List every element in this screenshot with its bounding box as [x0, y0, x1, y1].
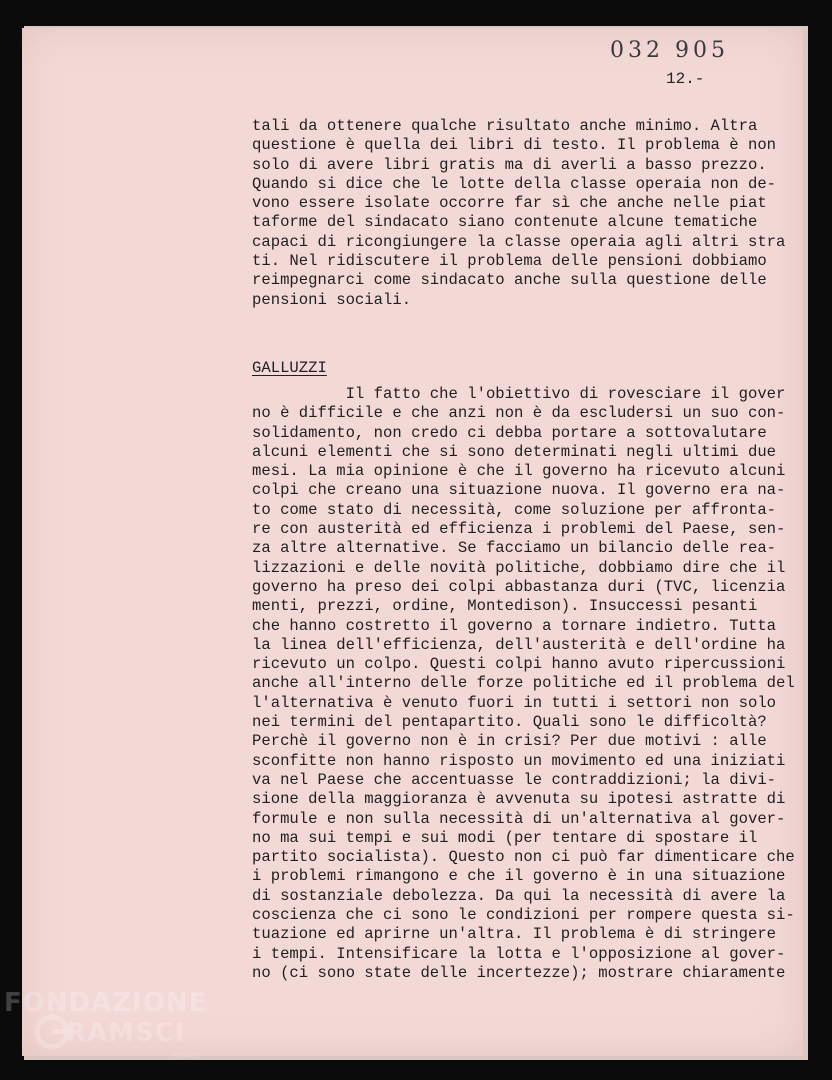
logo-line-1: FONDAZIONE	[4, 988, 208, 1018]
logo-line-3: onlus	[174, 1050, 201, 1061]
paragraph-galluzzi: Il fatto che l'obiettivo di rovesciare il gover no è difficile e che anzi non è da escludersi un suo con- solidamento, non credo ci debba portare a sottovalutare alcuni elementi che si sono determinati negli ultimi due mesi. La mia opinione è che il governo ha ricevuto alcuni colpi che creano una situazione nuova. Il governo era na- to come stato di necessità, come soluzione per affronta- re con austerità ed efficienza i problemi del Paese, sen- za altre alternative. Se facciamo un bilancio delle rea- lizzazioni e delle novità politiche, dobbiamo dire che il governo ha preso dei colpi abbastanza duri (TVC, licenzia menti, prezzi, ordine, Montedison). Insuccessi pesanti che hanno costretto il governo a tornare indietro. Tutta la linea dell'efficienza, dell'austerità e dell'ordine ha ricevuto un colpo. Questi colpi hanno avuto ripercussioni anche all'interno delle forze politiche ed il problema del l'alternativa è venuto fuori in tutti i settori non solo nei termini del pentapartito. Quali sono le difficoltà? Perchè il governo non è in crisi? Per due motivi : alle sconfitte non hanno risposto un movimento ed una iniziati va nel Paese che accentuasse le contraddizioni; la divi- sione della maggioranza è avvenuta su ipotesi astratte di formule e non sulla necessità di un'alternativa al gover- no ma sui tempi e sui modi (per tentare di spostare il partito socialista). Questo non ci può far dimenticare che i problemi rimangono e che il governo è in una situazione di sostanziale debolezza. Da qui la necessità di avere la coscienza che ci sono le condizioni per rompere questa si- tuazione ed aprirne un'altra. Il problema è di stringere i tempi. Intensificare la lotta e l'opposizione al gover- no (ci sono state delle incertezze); mostrare chiaramente	[252, 385, 795, 982]
speaker-heading: GALLUZZI	[252, 359, 327, 377]
paragraph-intro: tali da ottenere qualche risultato anche minimo. Altra questione è quella dei libri di testo. Il problema è non solo di avere libri gratis ma di averli a basso prezzo. Quando si dice che le lotte della classe operaia non de- vono essere isolate occorre far sì che anche nelle piat taforme del sindacato siano contenute alcune tematiche capaci di ricongiungere la classe operaia agli altri stra ti. Nel ridiscutere il problema delle pensioni dobbiamo reimpegnarci come sindacato anche sulla questione delle pensioni sociali.	[252, 117, 786, 309]
page-number: 12.-	[666, 70, 705, 88]
archive-stamp: 032 905	[610, 38, 729, 63]
logo-g-icon	[34, 1014, 70, 1050]
logo-line-2: RAMSCI	[66, 1018, 186, 1048]
fondazione-gramsci-logo	[4, 988, 234, 1068]
